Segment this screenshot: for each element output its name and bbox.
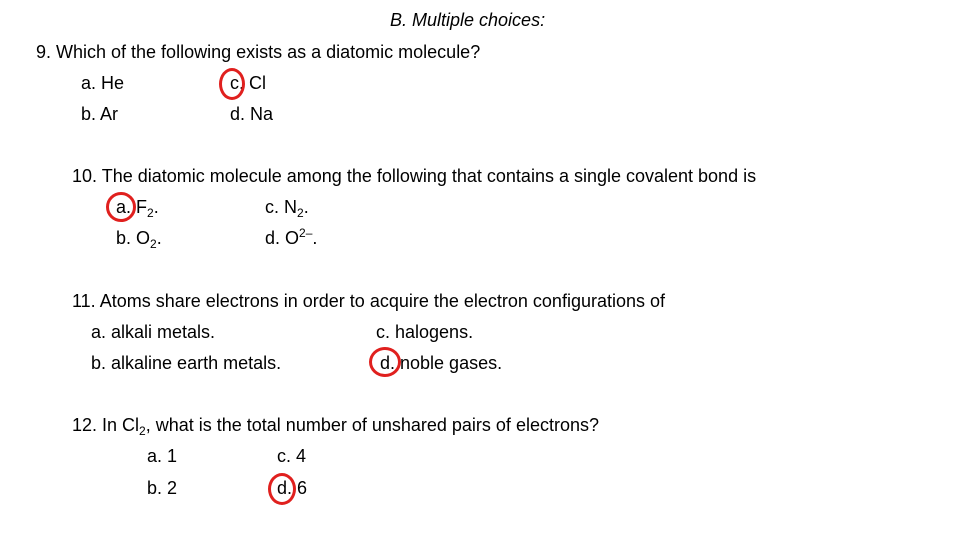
question-9-stem: 9. Which of the following exists as a diatomic molecule? [36,42,481,62]
question-11-option-d: d. noble gases. [380,353,503,373]
question-11-option-b: b. alkaline earth metals. [91,353,282,373]
question-9-option-b: b. Ar [81,104,119,124]
question-11-option-c: c. halogens. [376,322,474,342]
question-12-stem: 12. In $Cl_2$, what is the total number of unshared pairs of electrons? [72,415,599,438]
question-12-option-a: a. 1 [147,446,178,466]
question-11-option-a: a. alkali metals. [91,322,216,342]
question-9-option-c: c. Cl [230,73,266,93]
question-10-stem: 10. The diatomic molecule among the following that contains a single covalent bond is [72,166,757,186]
question-10-option-a: a. $F_2$. [116,197,159,220]
question-12-option-d: d. 6 [277,478,308,498]
question-10-option-b: b. $O_2$. [116,228,162,251]
question-12-option-c: c. 4 [277,446,307,466]
question-12-option-b: b. 2 [147,478,178,498]
question-12-answer-mark [268,473,296,505]
question-11-answer-mark [369,347,401,377]
question-10-option-d: d. $O^{2-}$. [265,226,318,248]
question-9-answer-mark [219,68,245,100]
question-10-answer-mark [106,192,136,222]
section-heading: B. Multiple choices: [390,10,546,30]
question-9-option-d: d. Na [230,104,274,124]
question-10-option-c: c. $N_2$. [265,197,309,220]
question-9-option-a: a. He [81,73,125,93]
question-11-stem: 11. Atoms share electrons in order to acquire the electron configurations of [72,291,665,311]
